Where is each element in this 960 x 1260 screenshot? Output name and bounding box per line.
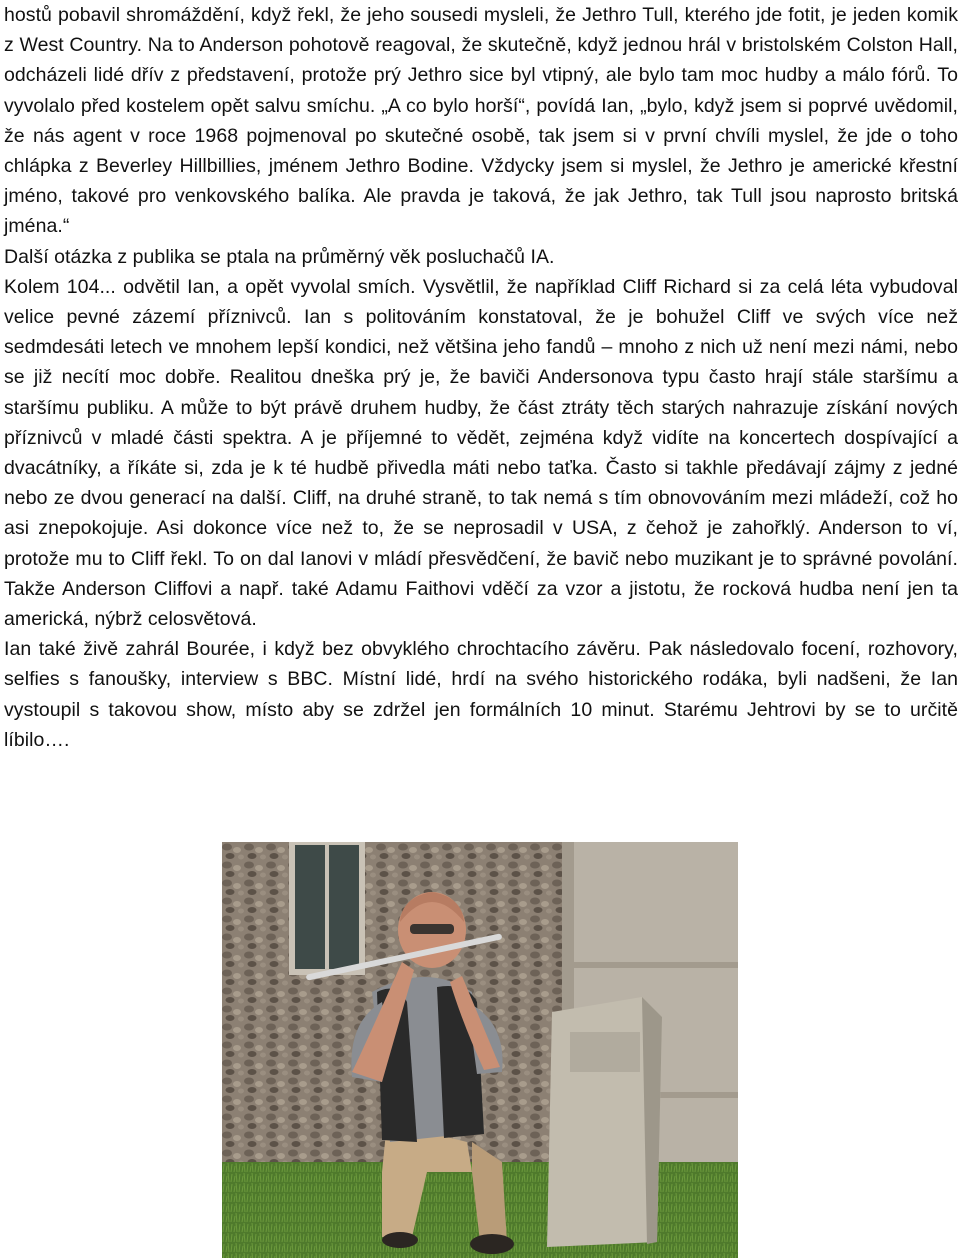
paragraph: Další otázka z publika se ptala na průměrný věk posluchačů IA. [4,245,555,268]
article-photo [222,842,738,1258]
photo-illustration [222,842,738,1258]
gravestone [547,997,662,1247]
article-body [4,0,958,755]
paragraph: Ian také živě zahrál Bourée, i když bez obvyklého chrochtacího závěru. Pak následovalo focení, rozhovory, selfies s fanoušky, interview s BBC. Místní lidé, hrdí na svého historického rodáka, byli nadšeni, že Ian vystoupil s takovou show, místo aby se zdržel jen formálních 10 minut. Starému Jehtrovi by se to určitě líbilo…. [4,638,958,751]
paragraph: hostů pobavil shromáždění, když řekl, že jeho sousedi mysleli, že Jethro Tull, kterého jde fotit, je jeden komik z West Country. Na to Anderson pohotově reagoval, že skutečně, když jednou hrál v bristolském Colston Hall, odcházeli lidé dřív z představení, protože prý Jethro sice byl vtipný, ale bylo tam moc hudby a málo fórů. To vyvolalo před kostelem opět salvu smíchu. „A co bylo horší“, povídá Ian, „bylo, když jsem si poprvé uvědomil, že nás agent v roce 1968 pojmenoval po skutečné osobě, tak jsem si v první chvíli myslel, že jde o toho chlápka z Beverley Hillbillies, jménem Jethro Bodine. Vždycky jsem si myslel, že Jethro je americké křestní jméno, takové pro venkovského balíka. Ale pravda je taková, že jak Jethro, tak Tull jsou naprosto britská jména.“ [4,4,958,238]
document-page [4,0,958,755]
paragraph: Kolem 104... odvětil Ian, a opět vyvolal smích. Vysvětlil, že například Cliff Richard si za celá léta vybudoval velice pevné zázemí příznivců. Ian s politováním konstatoval, že je bohužel Cliff ve svých více než sedmdesáti letech ve mnohem lepší kondici, než většina jeho fandů – mnoho z nich už není mezi námi, nebo se již necítí moc dobře. Realitou dneška prý je, že baviči Andersonova typu často hrají stále staršímu a staršímu publiku. A může to být právě druhem hudby, že část ztráty těch starých nahrazuje získání nových příznivců v mladé části spektra. A je příjemné to vědět, zejména když vidíte na koncertech dospívající a dvacátníky, a říkáte si, zda je k té hudbě přivedla máti nebo taťka. Často si takhle předávají zájmy z jedné nebo ze dvou generací na další. Cliff, na druhé straně, to tak nemá s tím obnovováním mezi mládeží, což ho asi znepokojuje. Asi dokonce více než to, že se neprosadil v USA, z čehož je zahořklý. Anderson to ví, protože mu to Cliff řekl. To on dal Ianovi v mládí přesvědčení, že bavič nebo muzikant je to správné povolání. Takže Anderson Cliffovi a např. také Adamu Faithovi vděčí za vzor a jistotu, že rocková hudba není jen ta americká, nýbrž celosvětová. [4,275,958,631]
